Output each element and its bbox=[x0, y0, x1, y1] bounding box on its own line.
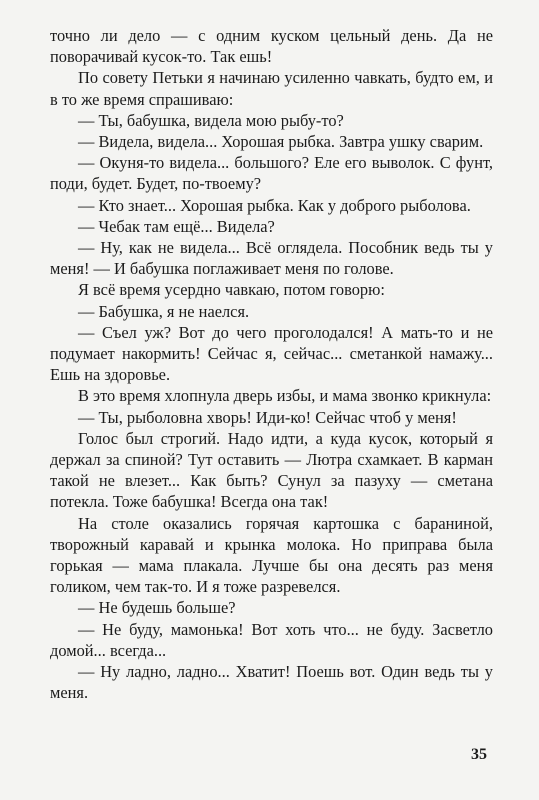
paragraph: — Ну ладно, ладно... Хватит! Поешь вот. Один ведь ты у меня. bbox=[50, 662, 493, 703]
paragraph: — Не будешь больше? bbox=[78, 598, 236, 618]
paragraph: По совету Петьки я начинаю усиленно чавкать, будто ем, и в то же время спрашиваю: bbox=[50, 68, 493, 109]
paragraph: — Чебак там ещё... Видела? bbox=[78, 216, 275, 236]
paragraph: — Бабушка, я не наелся. bbox=[78, 301, 250, 321]
paragraph: Я всё время усердно чавкаю, потом говорю: bbox=[78, 280, 385, 300]
paragraph: — Окуня-то видела... большого? Еле его выволок. С фунт, поди, будет. Будет, по-твоему? bbox=[50, 153, 493, 194]
paragraph: В это время хлопнула дверь избы, и мама звонко крикнула: bbox=[78, 386, 492, 406]
paragraph: — Съел уж? Вот до чего проголодался! А мать-то и не подумает накормить! Сейчас я, сейчас... сметанкой намажу... Ешь на здоровье. bbox=[50, 322, 493, 385]
paragraph: — Не буду, мамонька! Вот хоть что... не буду. Засветло домой... всегда... bbox=[50, 619, 493, 660]
paragraph: — Ну, как не видела... Всё оглядела. Пособник ведь ты у меня! — И бабушка поглаживает меня по голове. bbox=[50, 238, 493, 279]
paragraph: — Кто знает... Хорошая рыбка. Как у доброго рыболова. bbox=[78, 195, 471, 215]
paragraph: — Ты, рыболовна хворь! Иди-ко! Сейчас чтоб у меня! bbox=[78, 407, 457, 427]
paragraph: — Ты, бабушка, видела мою рыбу-то? bbox=[78, 110, 344, 130]
paragraph: На столе оказались горячая картошка с бараниной, творожный каравай и крынка молока. Но приправа была горькая — мама плакала. Лучше бы она десять раз меня голиком, чем так-то. И я тоже разревелся. bbox=[50, 513, 493, 597]
paragraph: точно ли дело — с одним куском цельный день. Да не поворачивай кусок-то. Так ешь! bbox=[50, 26, 493, 67]
page-text bbox=[50, 25, 493, 704]
paragraph: — Видела, видела... Хорошая рыбка. Завтра ушку сварим. bbox=[78, 132, 484, 152]
paragraph: Голос был строгий. Надо идти, а куда кусок, который я держал за спиной? Тут оставить — Лютра схамкает. В карман такой не влезет... Как быть? Сунул за пазуху — сметана потекла. Тоже бабушка! Всегда она так! bbox=[50, 428, 493, 512]
page-number: 35 bbox=[471, 746, 487, 763]
